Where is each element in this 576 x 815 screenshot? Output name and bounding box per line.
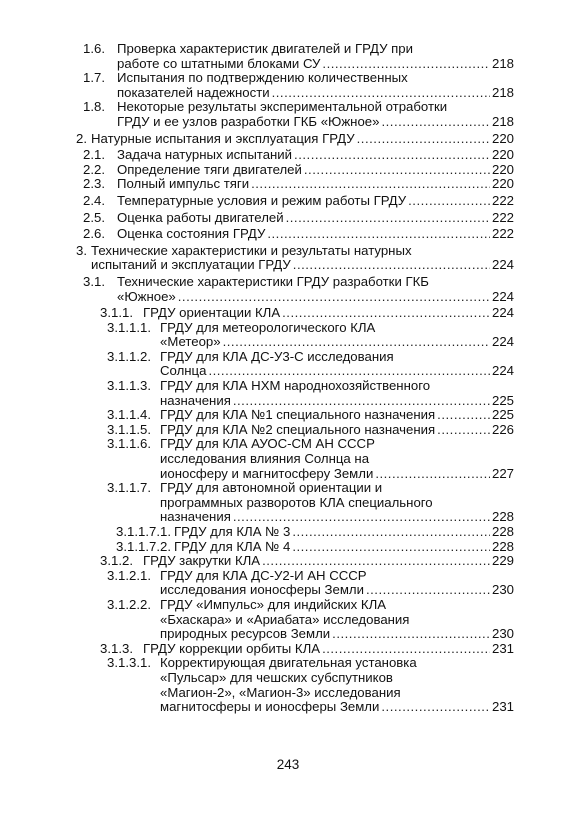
toc-entry-number: 3.1.1.3. bbox=[107, 378, 151, 394]
toc-entry-number: 3.1.1.7. bbox=[107, 480, 151, 496]
toc-entry[interactable] bbox=[0, 350, 576, 379]
dot-leader bbox=[251, 177, 490, 192]
toc-entry-title: ГРДУ и ее узлов разработки ГКБ «Южное» bbox=[117, 114, 380, 129]
toc-entry-title: ГРДУ закрутки КЛА bbox=[143, 554, 261, 569]
toc-entry-page: 224 bbox=[491, 289, 514, 304]
toc-entry[interactable] bbox=[0, 148, 576, 163]
toc-entry-number: 3.1.1.1. bbox=[107, 319, 151, 335]
toc-entry-title: Задача натурных испытаний bbox=[117, 148, 293, 163]
dot-leader bbox=[322, 57, 490, 72]
toc-entry-title: ГРДУ коррекции орбиты КЛА bbox=[143, 641, 321, 656]
dot-leader bbox=[223, 335, 490, 350]
dot-leader bbox=[208, 364, 490, 379]
toc-entry-title: магнитосферы и ионосферы Земли bbox=[160, 700, 380, 715]
toc-entry-title: показателей надежности bbox=[117, 85, 270, 100]
toc-entry[interactable] bbox=[0, 244, 576, 273]
toc-entry-page: 226 bbox=[491, 422, 514, 437]
dot-leader bbox=[366, 583, 490, 598]
toc-entry[interactable] bbox=[0, 437, 576, 481]
page-number: 243 bbox=[276, 757, 300, 772]
toc-entry-page: 220 bbox=[491, 162, 514, 177]
toc-entry-number: 3.1.1.7.1. bbox=[116, 524, 171, 539]
dot-leader bbox=[267, 227, 490, 242]
toc-entry-number: 2.3. bbox=[83, 176, 105, 192]
toc-entry[interactable] bbox=[0, 525, 576, 540]
toc-entry-number: 1.6. bbox=[83, 41, 105, 56]
toc-entry-title: испытаний и эксплуатации ГРДУ bbox=[91, 258, 291, 273]
toc-entry-title: Натурные испытания и эксплуатация ГРДУ bbox=[91, 131, 355, 146]
toc-entry[interactable] bbox=[0, 194, 576, 209]
toc-entry-title: «Южное» bbox=[117, 289, 176, 304]
toc-entry-page: 220 bbox=[491, 177, 514, 192]
toc-entry-title: Солнца bbox=[160, 364, 207, 379]
toc-entry-number: 2.5. bbox=[83, 209, 105, 225]
dot-leader bbox=[322, 642, 490, 657]
toc-entry-page: 224 bbox=[491, 364, 514, 379]
toc-entry-page: 230 bbox=[491, 583, 514, 598]
toc-entry-page: 224 bbox=[491, 306, 514, 321]
dot-leader bbox=[408, 194, 490, 209]
toc-entry-number: 3.1. bbox=[83, 273, 105, 289]
toc-entry-page: 231 bbox=[491, 700, 514, 715]
toc-entry-number: 2.2. bbox=[83, 161, 105, 177]
toc-entry-title: ГРДУ для КЛА №2 специального назначения bbox=[160, 422, 436, 437]
toc-entry-page: 224 bbox=[491, 335, 514, 350]
toc-entry-page: 222 bbox=[491, 193, 514, 208]
toc-entry-page: 229 bbox=[491, 554, 514, 569]
toc-entry-number: 2.1. bbox=[83, 147, 105, 163]
toc-entry-number: 2. bbox=[76, 130, 87, 146]
toc-entry-title: Испытания по подтверждению количественных bbox=[117, 71, 408, 86]
dot-leader bbox=[437, 408, 490, 423]
toc-entry-title: ГРДУ для метеорологического КЛА bbox=[160, 320, 376, 335]
toc-entry-page: 230 bbox=[491, 627, 514, 642]
toc-entry-page: 218 bbox=[491, 114, 514, 129]
toc-entry-number: 1.8. bbox=[83, 99, 105, 115]
dot-leader bbox=[357, 132, 490, 147]
toc-entry-page: 224 bbox=[491, 258, 514, 273]
toc-entry[interactable] bbox=[0, 554, 576, 569]
toc-entry-number: 3.1.3.1. bbox=[107, 655, 151, 671]
toc-entry-title: ГРДУ для КЛА № 3 bbox=[174, 525, 291, 539]
toc-entry-title: программных разворотов КЛА специального bbox=[160, 495, 433, 510]
toc-entry[interactable] bbox=[0, 306, 576, 321]
dot-leader bbox=[294, 148, 490, 163]
dot-leader bbox=[332, 627, 490, 642]
toc-entry[interactable] bbox=[0, 642, 576, 657]
toc-entry-title: ГРДУ ориентации КЛА bbox=[143, 306, 281, 321]
toc-entry-title: работе со штатными блоками СУ bbox=[117, 56, 321, 71]
toc-entry-title: Корректирующая двигательная установка bbox=[160, 656, 417, 671]
toc-entry[interactable] bbox=[0, 321, 576, 350]
dot-leader bbox=[292, 540, 490, 555]
toc-entry[interactable] bbox=[0, 598, 576, 642]
dot-leader bbox=[286, 211, 490, 226]
toc-entry-title: ГРДУ «Импульс» для индийских КЛА bbox=[160, 597, 387, 612]
toc-entry[interactable] bbox=[0, 227, 576, 242]
toc-entry[interactable] bbox=[0, 100, 576, 129]
toc-entry-title: ГРДУ для КЛА № 4 bbox=[174, 539, 291, 554]
toc-entry[interactable] bbox=[0, 42, 576, 71]
toc-entry-title: назначения bbox=[160, 510, 231, 525]
toc-entry-title: исследования ионосферы Земли bbox=[160, 583, 364, 598]
toc-entry-title: Оценка работы двигателей bbox=[117, 210, 284, 225]
toc-entry-page: 220 bbox=[491, 131, 514, 146]
dot-leader bbox=[437, 423, 490, 438]
dot-leader bbox=[233, 510, 490, 525]
toc-entry-title: назначения bbox=[160, 393, 231, 408]
toc-entry-number: 3.1.2. bbox=[100, 553, 133, 569]
toc-entry-title: ГРДУ для автономной ориентации и bbox=[160, 481, 383, 496]
toc-entry-title: ГРДУ для КЛА АУОС-СМ АН СССР bbox=[160, 437, 375, 452]
toc-entry-title: Технические характеристики и результаты натурных bbox=[91, 243, 412, 258]
toc-entry-page: 225 bbox=[491, 393, 514, 408]
toc-entry-number: 3.1.1.6. bbox=[107, 436, 151, 452]
toc-entry-title: ГРДУ для КЛА ДС-У3-С исследования bbox=[160, 349, 394, 364]
toc-entry[interactable] bbox=[0, 163, 576, 178]
toc-entry-page: 218 bbox=[491, 85, 514, 100]
toc-entry[interactable] bbox=[0, 71, 576, 100]
dot-leader bbox=[282, 306, 490, 321]
toc-entry-number: 2.6. bbox=[83, 226, 105, 242]
toc-entry-page: 228 bbox=[491, 525, 514, 539]
toc-entry-title: Определение тяги двигателей bbox=[117, 162, 302, 177]
toc-entry[interactable] bbox=[0, 656, 576, 714]
toc-entry-title: исследования влияния Солнца на bbox=[160, 452, 370, 467]
dot-leader bbox=[375, 467, 490, 482]
toc-entry-title: ГРДУ для КЛА НХМ народнохозяйственного bbox=[160, 379, 431, 394]
toc-entry-number: 3.1.1. bbox=[100, 305, 133, 321]
toc-entry-number: 3.1.1.4. bbox=[107, 407, 151, 423]
toc-entry-title: Полный импульс тяги bbox=[117, 177, 250, 192]
toc-entry-number: 1.7. bbox=[83, 70, 105, 86]
toc-entry-title: «Магион-2», «Магион-3» исследования bbox=[160, 685, 401, 700]
toc-entry-title: Оценка состояния ГРДУ bbox=[117, 227, 266, 242]
toc-entry-title: ГРДУ для КЛА ДС-У2-И АН СССР bbox=[160, 568, 367, 583]
toc-entry-title: Проверка характеристик двигателей и ГРДУ при bbox=[117, 42, 413, 56]
toc-entry-title: Температурные условия и режим работы ГРДУ bbox=[117, 193, 407, 208]
toc-entry-number: 2.4. bbox=[83, 192, 105, 208]
dot-leader bbox=[178, 290, 490, 305]
table-of-contents bbox=[0, 42, 576, 715]
toc-entry-title: «Метеор» bbox=[160, 335, 221, 350]
dot-leader bbox=[304, 163, 490, 178]
toc-entry-title: «Бхаскара» и «Ариабата» исследования bbox=[160, 612, 410, 627]
toc-entry-title: Некоторые результаты экспериментальной отработки bbox=[117, 100, 448, 115]
toc-entry-page: 228 bbox=[491, 510, 514, 525]
toc-entry[interactable] bbox=[0, 481, 576, 525]
toc-entry[interactable] bbox=[0, 177, 576, 192]
toc-entry-number: 3.1.2.2. bbox=[107, 596, 151, 612]
toc-entry-title: Технические характеристики ГРДУ разработки ГКБ bbox=[117, 274, 429, 289]
toc-entry-title: природных ресурсов Земли bbox=[160, 627, 331, 642]
toc-entry-number: 3. bbox=[76, 242, 87, 258]
dot-leader bbox=[262, 554, 490, 569]
toc-entry-page: 228 bbox=[491, 539, 514, 554]
toc-entry-page: 225 bbox=[491, 408, 514, 423]
toc-entry-title: «Пульсар» для чешских субспутников bbox=[160, 670, 393, 685]
toc-entry[interactable] bbox=[0, 379, 576, 408]
dot-leader bbox=[293, 258, 490, 273]
toc-entry[interactable] bbox=[0, 569, 576, 598]
dot-leader bbox=[381, 115, 490, 130]
toc-entry-title: ионосферу и магнитосферу Земли bbox=[160, 466, 374, 481]
dot-leader bbox=[272, 86, 490, 101]
toc-entry-page: 227 bbox=[491, 466, 514, 481]
toc-entry-number: 3.1.1.7.2. bbox=[116, 538, 171, 554]
toc-entry-title: ГРДУ для КЛА №1 специального назначения bbox=[160, 408, 436, 423]
toc-entry[interactable] bbox=[0, 275, 576, 304]
dot-leader bbox=[292, 525, 490, 540]
toc-entry-number: 3.1.3. bbox=[100, 640, 133, 656]
toc-entry[interactable] bbox=[0, 211, 576, 226]
toc-entry-page: 220 bbox=[491, 148, 514, 163]
toc-entry[interactable] bbox=[0, 423, 576, 438]
toc-entry[interactable] bbox=[0, 540, 576, 555]
toc-entry-page: 231 bbox=[491, 641, 514, 656]
toc-entry-page: 218 bbox=[491, 56, 514, 71]
toc-entry[interactable] bbox=[0, 408, 576, 423]
toc-entry-number: 3.1.1.5. bbox=[107, 421, 151, 437]
toc-entry-page: 222 bbox=[491, 210, 514, 225]
dot-leader bbox=[233, 394, 490, 409]
dot-leader bbox=[381, 700, 490, 715]
toc-entry-number: 3.1.1.2. bbox=[107, 348, 151, 364]
toc-entry[interactable] bbox=[0, 132, 576, 147]
toc-entry-page: 222 bbox=[491, 227, 514, 242]
toc-entry-number: 3.1.2.1. bbox=[107, 567, 151, 583]
